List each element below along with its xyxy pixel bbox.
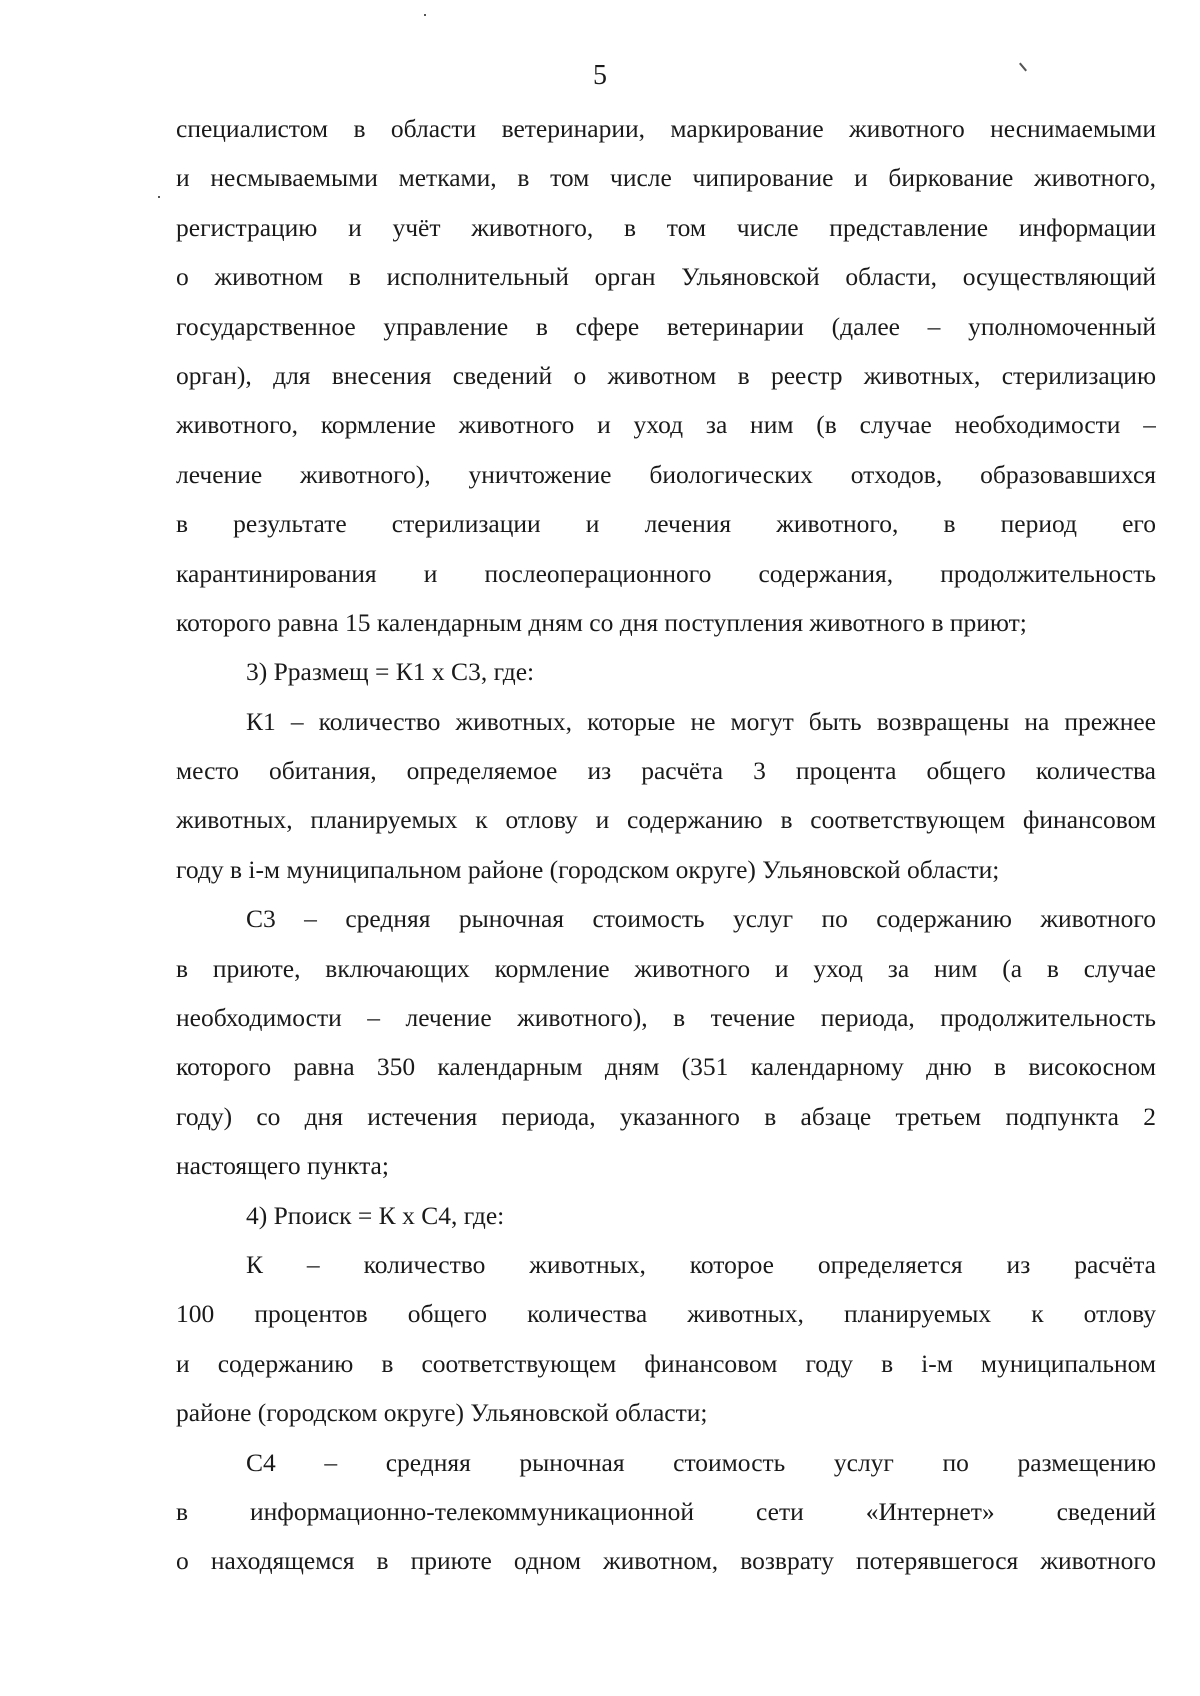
text-line: в результате стерилизации и лечения животного, в период его [176,509,1156,539]
text-line: С3 – средняя рыночная стоимость услуг по содержанию животного [246,904,1156,934]
text-line: 3) Рразмещ = К1 х С3, где: [246,657,535,687]
text-line: году в i-м муниципальном районе (городском округе) Ульяновской области; [176,854,1000,884]
text-line: которого равна 15 календарным дням со дня поступления животного в приют; [176,607,1027,637]
text-line: специалистом в области ветеринарии, маркирование животного неснимаемыми [176,114,1156,143]
page-number: 5 [593,60,607,91]
text-line: животного, кормление животного и уход за ним (в случае необходимости – [176,410,1156,440]
text-line: районе (городском округе) Ульяновской области; [176,1398,708,1428]
text-line: 4) Рпоиск = К х С4, где: [246,1200,505,1230]
text-line: К1 – количество животных, которые не могут быть возвращены на прежнее [246,706,1156,736]
text-line: 100 процентов общего количества животных, планируемых к отлову [176,1299,1156,1329]
text-line: и содержанию в соответствующем финансовом году в i-м муниципальном [176,1348,1156,1378]
text-line: в информационно-телекоммуникационной сети «Интернет» сведений [176,1496,1156,1526]
text-line: государственное управление в сфере ветеринарии (далее – уполномоченный [176,311,1156,341]
text-line: лечение животного), уничтожение биологических отходов, образовавшихся [176,459,1156,489]
text-line: карантинирования и послеоперационного содержания, продолжительность [176,558,1156,588]
text-line: году) со дня истечения периода, указанного в абзаце третьем подпункта 2 [176,1101,1156,1131]
text-line: К – количество животных, которое определяется из расчёта [246,1249,1156,1279]
text-line: регистрацию и учёт животного, в том числе представление информации [176,212,1156,242]
text-line: о находящемся в приюте одном животном, возврату потерявшегося животного [176,1546,1156,1576]
text-line: и несмываемыми метками, в том числе чипирование и биркование животного, [176,163,1156,193]
text-line: орган), для внесения сведений о животном в реестр животных, стерилизацию [176,360,1156,390]
text-line: в приюте, включающих кормление животного и уход за ним (а в случае [176,953,1156,983]
text-line: о животном в исполнительный орган Ульяновской области, осуществляющий [176,262,1156,292]
document-body [176,104,1156,1586]
text-line: настоящего пункта; [176,1151,389,1181]
text-line: необходимости – лечение животного), в течение периода, продолжительность [176,1003,1156,1033]
scan-speck [424,14,426,16]
scan-speck [158,196,160,198]
text-line: которого равна 350 календарным дням (351 календарному дню в високосном [176,1052,1156,1082]
text-line: животных, планируемых к отлову и содержанию в соответствующем финансовом [176,805,1156,835]
text-line: место обитания, определяемое из расчёта 3 процента общего количества [176,756,1156,786]
text-line: С4 – средняя рыночная стоимость услуг по размещению [246,1447,1156,1477]
